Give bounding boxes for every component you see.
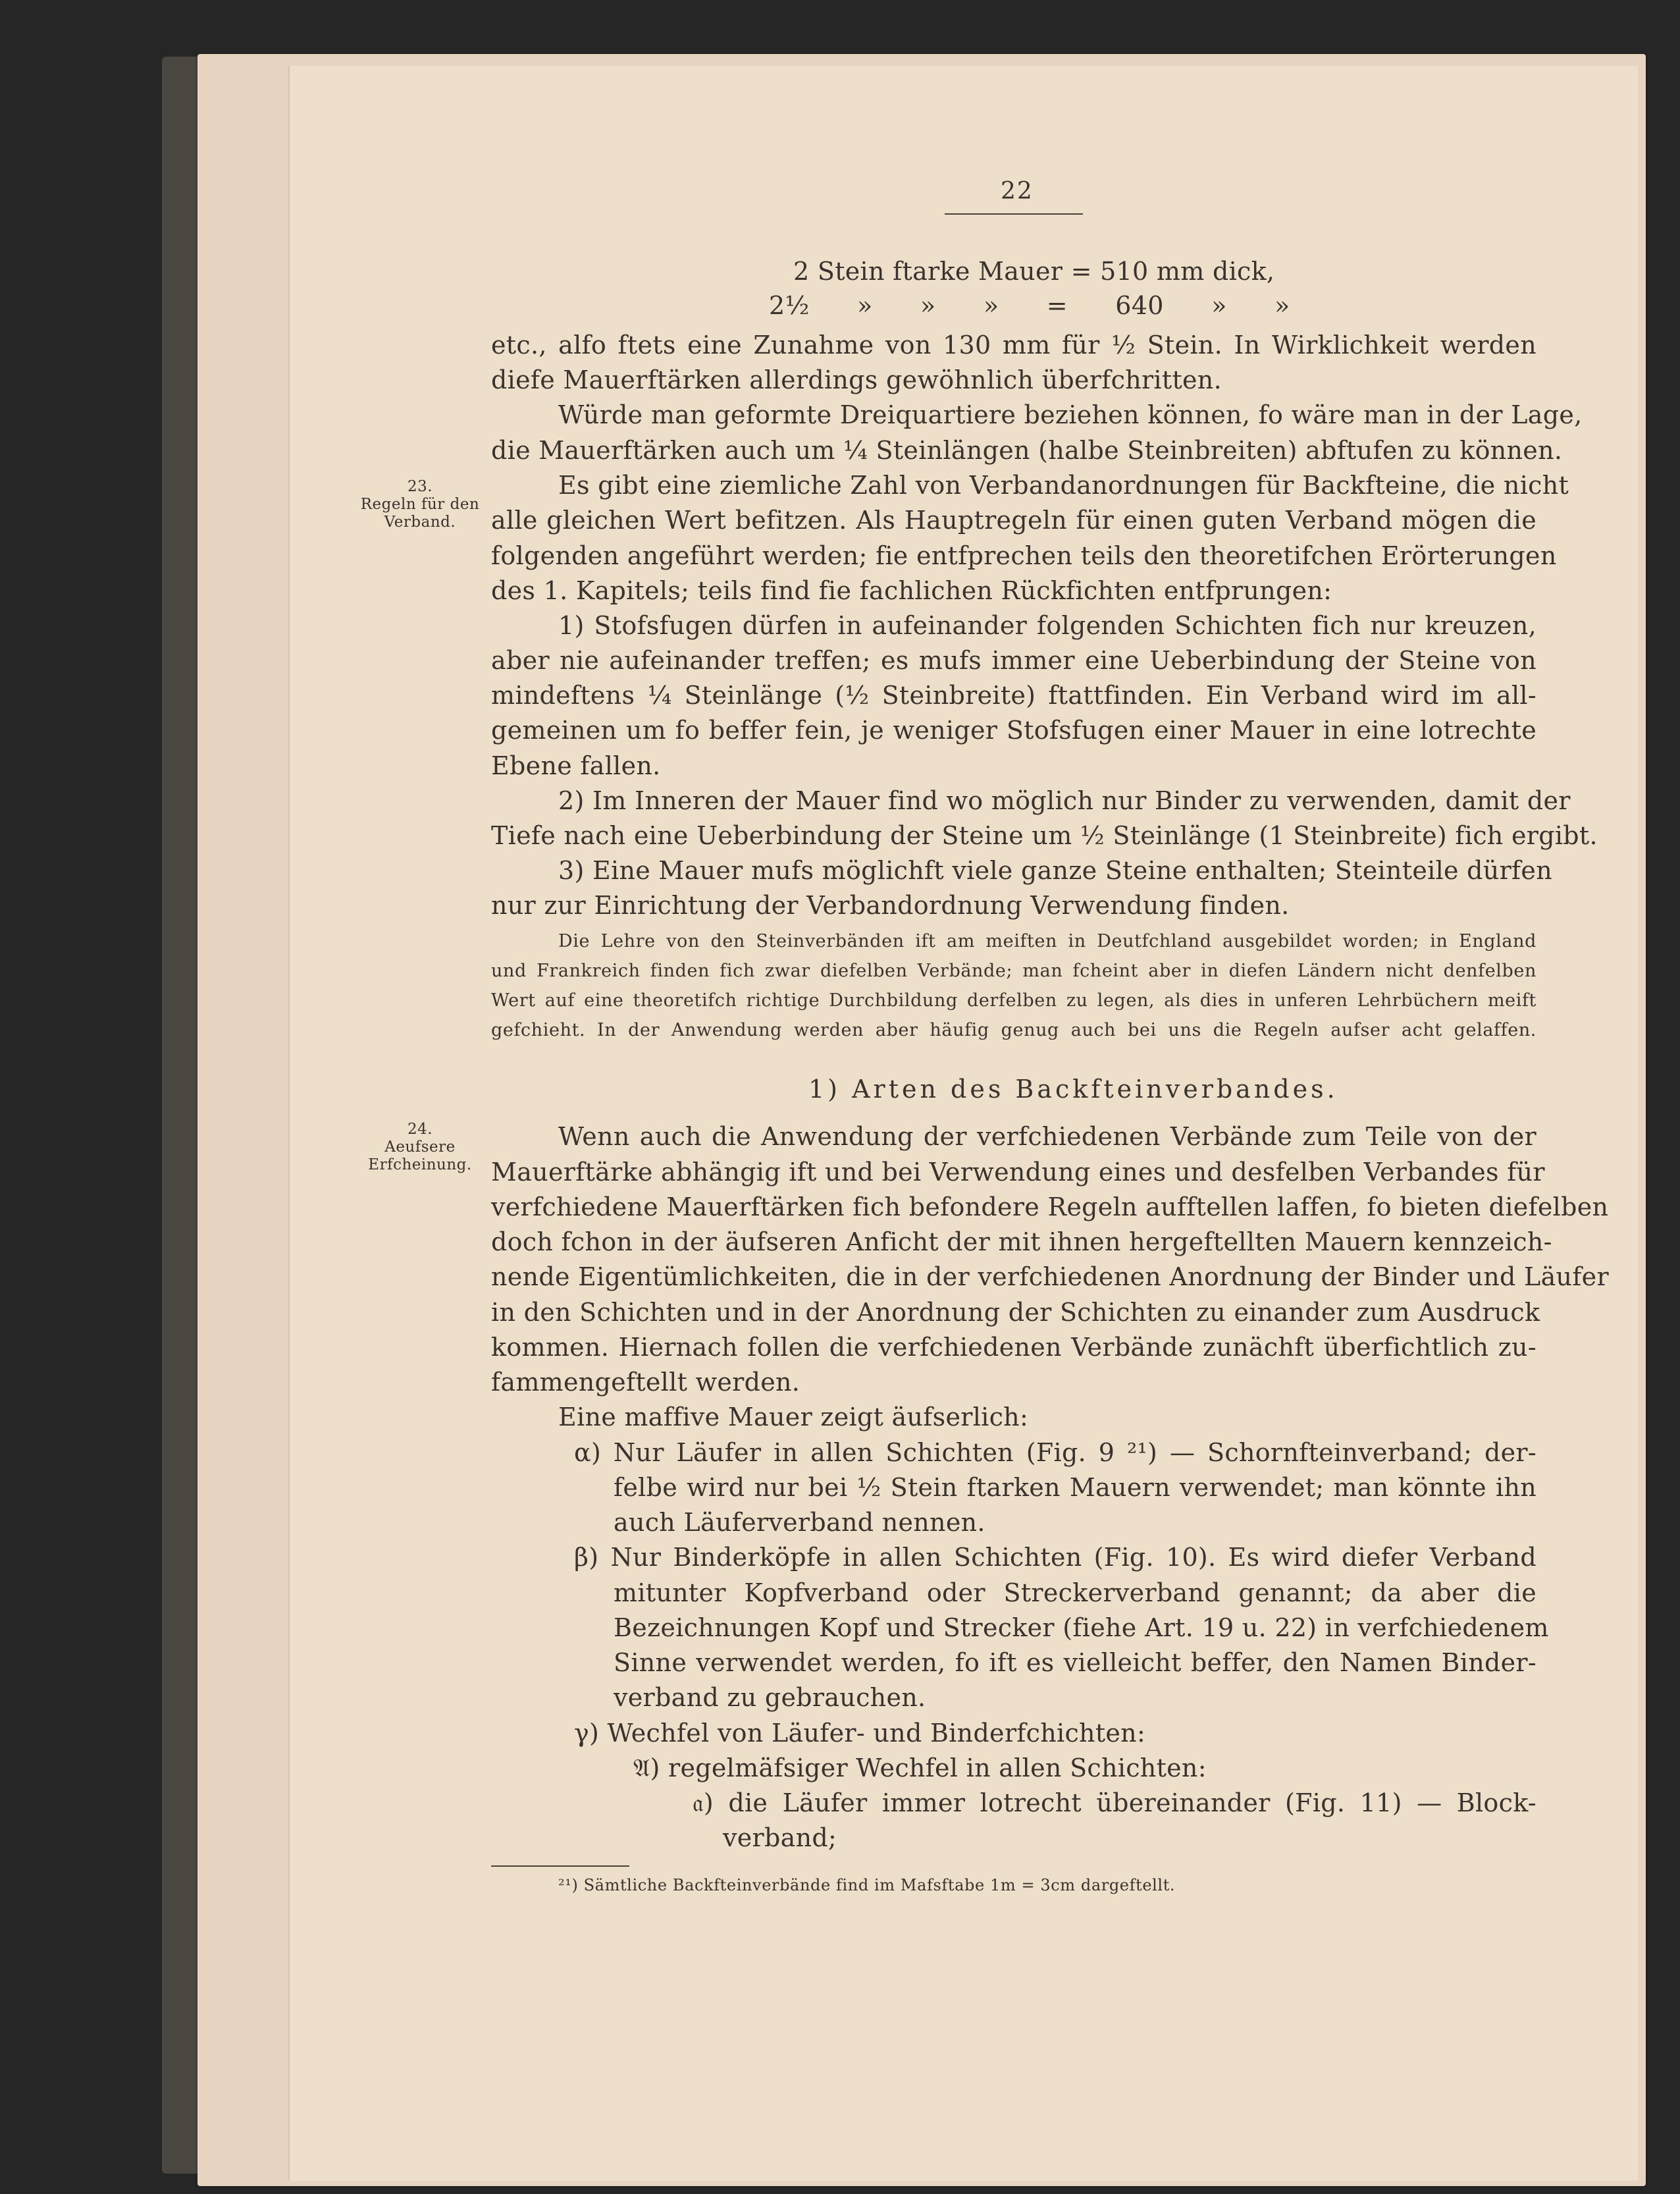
footnote: ²¹) Sämtliche Backfteinverbände find im Mafsftabe 1m = 3cm dargeftellt. (558, 1876, 1176, 1894)
note-line: Die Lehre von den Steinverbänden ift am meiften in Deutfchland ausgebildet worden; in England (558, 931, 1536, 951)
text-line: fammengeftellt werden. (491, 1368, 801, 1397)
text-line: auch Läuferverband nennen. (614, 1508, 985, 1537)
note-line: und Frankreich finden fich zwar diefelben Verbände; man fcheint aber in diefen Ländern nicht denfelben (491, 961, 1536, 981)
text-line: kommen. Hiernach follen die verfchiedenen Verbände zunächft überfichtlich zu- (491, 1333, 1536, 1362)
text-line: Mauerftärke abhängig ift und bei Verwendung eines und desfelben Verbandes für (491, 1158, 1545, 1187)
text-line: die Mauerftärken auch um ¼ Steinlängen (halbe Steinbreiten) abftufen zu können. (491, 436, 1563, 465)
text-line: verband zu gebrauchen. (614, 1683, 926, 1712)
text-line: Bezeichnungen Kopf und Strecker (fiehe Art. 19 u. 22) in verfchiedenem (614, 1613, 1549, 1642)
text-line: verband; (723, 1823, 837, 1852)
note-line: Wert auf eine theoretifch richtige Durchbildung derfelben zu legen, als dies in unferen Lehrbüchern meift (491, 990, 1536, 1011)
note-line: gefchieht. In der Anwendung werden aber häufig genug auch bei uns die Regeln aufser acht gelaffen. (491, 1020, 1536, 1040)
text-line: mindeftens ¼ Steinlänge (½ Steinbreite) ftattfinden. Ein Verband wird im all- (491, 681, 1536, 710)
margin-note-23 (354, 478, 486, 531)
margin-note-text: Aeufsere (384, 1138, 456, 1156)
list-item-gamma: γ) Wechfel von Läufer- und Binderfchichten: (574, 1719, 1146, 1748)
margin-note-text: Verband. (384, 514, 456, 531)
text-line: in den Schichten und in der Anordnung der Schichten zu einander zum Ausdruck (491, 1298, 1540, 1327)
text-line: doch fchon in der äufseren Anficht der mit ihnen hergeftellten Mauern kennzeich- (491, 1227, 1552, 1256)
text-line: Tiefe nach eine Ueberbindung der Steine um ½ Steinlänge (1 Steinbreite) fich ergibt. (491, 821, 1598, 850)
text-line: Würde man geformte Dreiquartiere beziehen können, fo wäre man in der Lage, (558, 400, 1583, 429)
text-line: 1) Stofsfugen dürfen in aufeinander folgenden Schichten fich nur kreuzen, (558, 611, 1536, 640)
text-line: 3) Eine Mauer mufs möglichft viele ganze Steine enthalten; Steinteile dürfen (558, 856, 1552, 885)
text-line: Eine maffive Mauer zeigt äufserlich: (558, 1403, 1029, 1431)
list-item-beta: β) Nur Binderköpfe in allen Schichten (Fig. 10). Es wird diefer Verband (574, 1543, 1536, 1572)
text-line: aber nie aufeinander treffen; es mufs immer eine Ueberbindung der Steine von (491, 646, 1536, 675)
text-line: alle gleichen Wert befitzen. Als Hauptregeln für einen guten Verband mögen die (491, 506, 1536, 535)
text-line: mitunter Kopfverband oder Streckerverband genannt; da aber die (614, 1578, 1536, 1607)
text-line: Sinne verwendet werden, fo ift es vielleicht beffer, den Namen Binder- (614, 1648, 1536, 1677)
text-line: etc., alfo ftets eine Zunahme von 130 mm für ½ Stein. In Wirklichkeit werden (491, 331, 1536, 360)
text-line: gemeinen um fo beffer fein, je weniger Stofsfugen einer Mauer in eine lotrechte (491, 716, 1536, 745)
margin-note-text: Regeln für den (360, 496, 480, 513)
text-line: nende Eigentümlichkeiten, die in der verfchiedenen Anordnung der Binder und Läufer (491, 1262, 1609, 1291)
text-line: folgenden angeführt werden; fie entfprechen teils den theoretifchen Erörterungen (491, 541, 1557, 570)
text-line: 2 Stein ftarke Mauer = 510 mm dick, (793, 257, 1275, 286)
text-line: Ebene fallen. (491, 751, 661, 780)
margin-note-text: Erfcheinung. (368, 1156, 472, 1173)
margin-note-24 (354, 1121, 486, 1174)
footnote-rule (491, 1865, 629, 1867)
margin-note-number: 23. (407, 478, 433, 495)
text-line: verfchiedene Mauerftärken fich befondere Regeln aufftellen laffen, fo bieten diefelben (491, 1192, 1609, 1221)
header-rule (945, 213, 1083, 215)
text-line: felbe wird nur bei ½ Stein ftarken Mauern verwendet; man könnte ihn (614, 1473, 1536, 1502)
list-item-alpha: α) Nur Läufer in allen Schichten (Fig. 9 ²¹) — Schornfteinverband; der- (574, 1438, 1536, 1467)
page-number: 22 (1001, 178, 1034, 205)
text-line: diefe Mauerftärken allerdings gewöhnlich überfchritten. (491, 365, 1222, 394)
section-heading: 1) Arten des Backfteinverbandes. (808, 1075, 1338, 1104)
margin-note-number: 24. (407, 1121, 433, 1138)
list-item-a: 𝔞) die Läufer immer lotrecht übereinander (Fig. 11) — Block- (693, 1788, 1536, 1817)
text-line: Es gibt eine ziemliche Zahl von Verbandanordnungen für Backfteine, die nicht (558, 471, 1569, 500)
list-item-A: 𝔄) regelmäfsiger Wechfel in allen Schichten: (633, 1753, 1207, 1782)
text-line: 2) Im Inneren der Mauer find wo möglich nur Binder zu verwenden, damit der (558, 786, 1571, 815)
text-line: nur zur Einrichtung der Verbandordnung Verwendung finden. (491, 891, 1290, 920)
text-line: des 1. Kapitels; teils find fie fachlichen Rückfichten entfprungen: (491, 576, 1332, 605)
text-line: Wenn auch die Anwendung der verfchiedenen Verbände zum Teile von der (558, 1122, 1536, 1151)
text-line: 2½ » » » = 640 » » (769, 291, 1290, 320)
